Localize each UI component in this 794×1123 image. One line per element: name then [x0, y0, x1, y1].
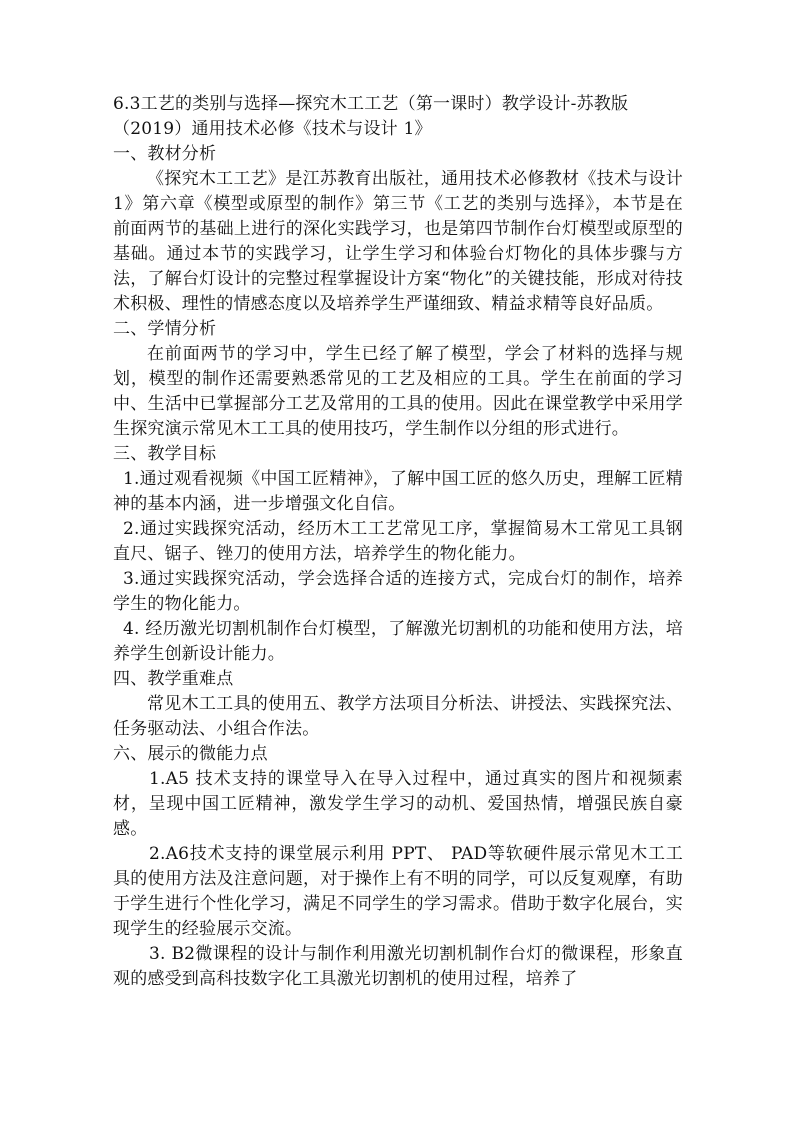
section-heading-student-analysis: 二、学情分析: [113, 319, 217, 339]
objective-item-4: 4. 经历激光切割机制作台灯模型，了解激光切割机的功能和使用方法，培养学生创新设计能力。: [113, 619, 683, 664]
micro-ability-item-3: 3. B2微课程的设计与制作利用激光切割机制作台灯的微课程，形象直观的感受到高科技数字化工具激光切割机的使用过程，培养了: [113, 944, 683, 989]
section-heading-teaching-objectives: 三、教学目标: [113, 444, 217, 464]
micro-ability-item-2: 2.A6技术支持的课堂展示利用 PPT、 PAD等软硬件展示常见木工工具的使用方法及注意问题，对于操作上有不明的同学，可以反复观摩，有助于学生进行个性化学习，满足不同学生的学习需求。借助于数字化展台，实现学生的经验展示交流。: [113, 844, 683, 939]
section-heading-key-points: 四、教学重难点: [113, 669, 234, 689]
document-title: 6.3工艺的类别与选择—探究木工工艺（第一课时）教学设计-苏教版（2019）通用技术必修《技术与设计 1》: [113, 94, 629, 139]
paragraph-student-analysis: 在前面两节的学习中，学生已经了解了模型，学会了材料的选择与规划，模型的制作还需要熟悉常见的工艺及相应的工具。学生在前面的学习中、生活中已掌握部分工艺及常用的工具的使用。因此在课堂教学中采用学生探究演示常见木工工具的使用技巧，学生制作以分组的形式进行。: [113, 344, 683, 439]
micro-ability-item-1: 1.A5 技术支持的课堂导入在导入过程中，通过真实的图片和视频素材，呈现中国工匠精神，激发学生学习的动机、爱国热情，增强民族自豪感。: [113, 769, 683, 839]
objective-item-3: 3.通过实践探究活动，学会选择合适的连接方式，完成台灯的制作，培养学生的物化能力。: [113, 569, 683, 614]
document-body: [113, 92, 683, 992]
section-heading-micro-abilities: 六、展示的微能力点: [113, 744, 268, 764]
paragraph-key-points: 常见木工工具的使用五、教学方法项目分析法、讲授法、实践探究法、任务驱动法、小组合作法。: [113, 694, 683, 739]
paragraph-textbook-analysis: 《探究木工工艺》是江苏教育出版社，通用技术必修教材《技术与设计 1》第六章《模型或原型的制作》第三节《工艺的类别与选择》，本节是在前面两节的基础上进行的深化实践学习，也是第四节制作台灯模型或原型的基础。通过本节的实践学习，让学生学习和体验台灯物化的具体步骤与方法，了解台灯设计的完整过程掌握设计方案“物化”的关键技能，形成对待技术积极、理性的情感态度以及培养学生严谨细致、精益求精等良好品质。: [113, 169, 683, 314]
objective-item-2: 2.通过实践探究活动，经历木工工艺常见工序，掌握简易木工常见工具钢直尺、锯子、锉刀的使用方法，培养学生的物化能力。: [113, 519, 683, 564]
section-heading-textbook-analysis: 一、教材分析: [113, 144, 217, 164]
objective-item-1: 1.通过观看视频《中国工匠精神》，了解中国工匠的悠久历史，理解工匠精神的基本内涵，进一步增强文化自信。: [113, 469, 683, 514]
